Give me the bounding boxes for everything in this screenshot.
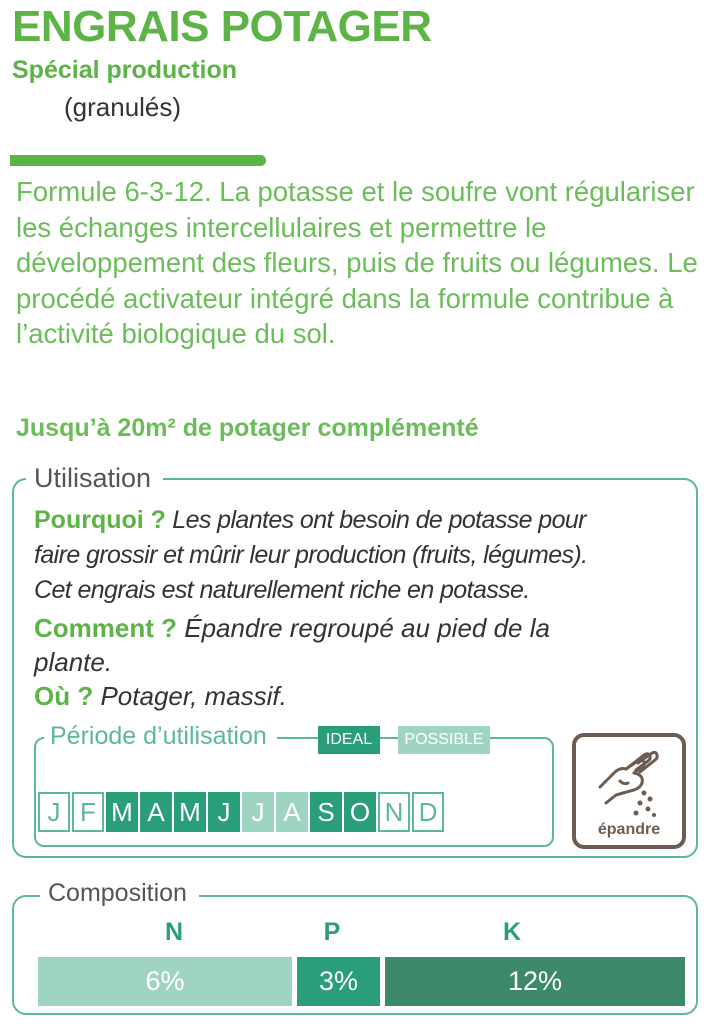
- coverage-text: Jusqu’à 20m² de potager complémenté: [16, 414, 479, 442]
- application-method-badge: [572, 733, 686, 849]
- pourquoi-answer-2: faire grossir et mûrir leur production (fruits, légumes).: [34, 541, 588, 569]
- ou-answer: Potager, massif.: [100, 681, 287, 711]
- pourquoi-question: Pourquoi ?: [34, 506, 166, 534]
- comment-answer-2: plante.: [34, 647, 113, 677]
- month-strip: [38, 792, 444, 832]
- month-cell-2: F: [72, 792, 104, 832]
- comment-question: Comment ?: [34, 613, 177, 643]
- product-description: Formule 6-3-12. La potasse et le soufre vont régulariser les échanges intercellulaires et permettre le développement des fleurs, puis de fruits ou légumes. Le procédé activateur intégré dans la formule contribue à l’activité biologique du sol.: [16, 176, 698, 349]
- product-title: ENGRAIS POTAGER: [12, 2, 432, 51]
- nitrogen-letter: N: [164, 918, 184, 946]
- product-form: (granulés): [64, 92, 182, 122]
- month-cell-6: J: [208, 792, 240, 832]
- month-cell-12: D: [412, 792, 444, 832]
- spreading-hand-icon: [594, 743, 664, 823]
- month-cell-10: O: [344, 792, 376, 832]
- application-method-label: épandre: [597, 821, 661, 838]
- nitrogen-value: 6%: [145, 966, 185, 996]
- potassium-value: 12%: [507, 966, 563, 996]
- ideal-legend-badge: IDEAL: [318, 726, 380, 754]
- month-cell-3: M: [106, 792, 138, 832]
- nitrogen-bar: [38, 957, 292, 1006]
- month-cell-9: S: [310, 792, 342, 832]
- period-legend: Période d’utilisation: [44, 722, 277, 751]
- month-cell-8: A: [276, 792, 308, 832]
- phosphorus-bar: [297, 957, 380, 1006]
- month-cell-11: N: [378, 792, 410, 832]
- potassium-letter: K: [502, 918, 522, 946]
- month-cell-1: J: [38, 792, 70, 832]
- product-subtitle: Spécial production: [12, 56, 238, 84]
- comment-line: [34, 611, 694, 646]
- ou-question: Où ?: [34, 681, 94, 711]
- month-cell-7: J: [242, 792, 274, 832]
- month-cell-5: M: [174, 792, 206, 832]
- phosphorus-letter: P: [323, 918, 341, 946]
- pourquoi-line: [34, 503, 694, 538]
- pourquoi-answer-3: Cet engrais est naturellement riche en potasse.: [34, 576, 530, 604]
- pourquoi-answer-1: Les plantes ont besoin de potasse pour: [172, 506, 586, 534]
- usage-legend: Utilisation: [26, 463, 163, 494]
- comment-answer-1: Épandre regroupé au pied de la: [184, 613, 550, 643]
- potassium-bar: [385, 957, 685, 1006]
- possible-legend-badge: POSSIBLE: [398, 726, 490, 754]
- phosphorus-value: 3%: [318, 966, 359, 996]
- composition-legend: Composition: [40, 879, 199, 908]
- ou-line: [34, 679, 694, 714]
- month-cell-4: A: [140, 792, 172, 832]
- accent-bar: [10, 155, 266, 166]
